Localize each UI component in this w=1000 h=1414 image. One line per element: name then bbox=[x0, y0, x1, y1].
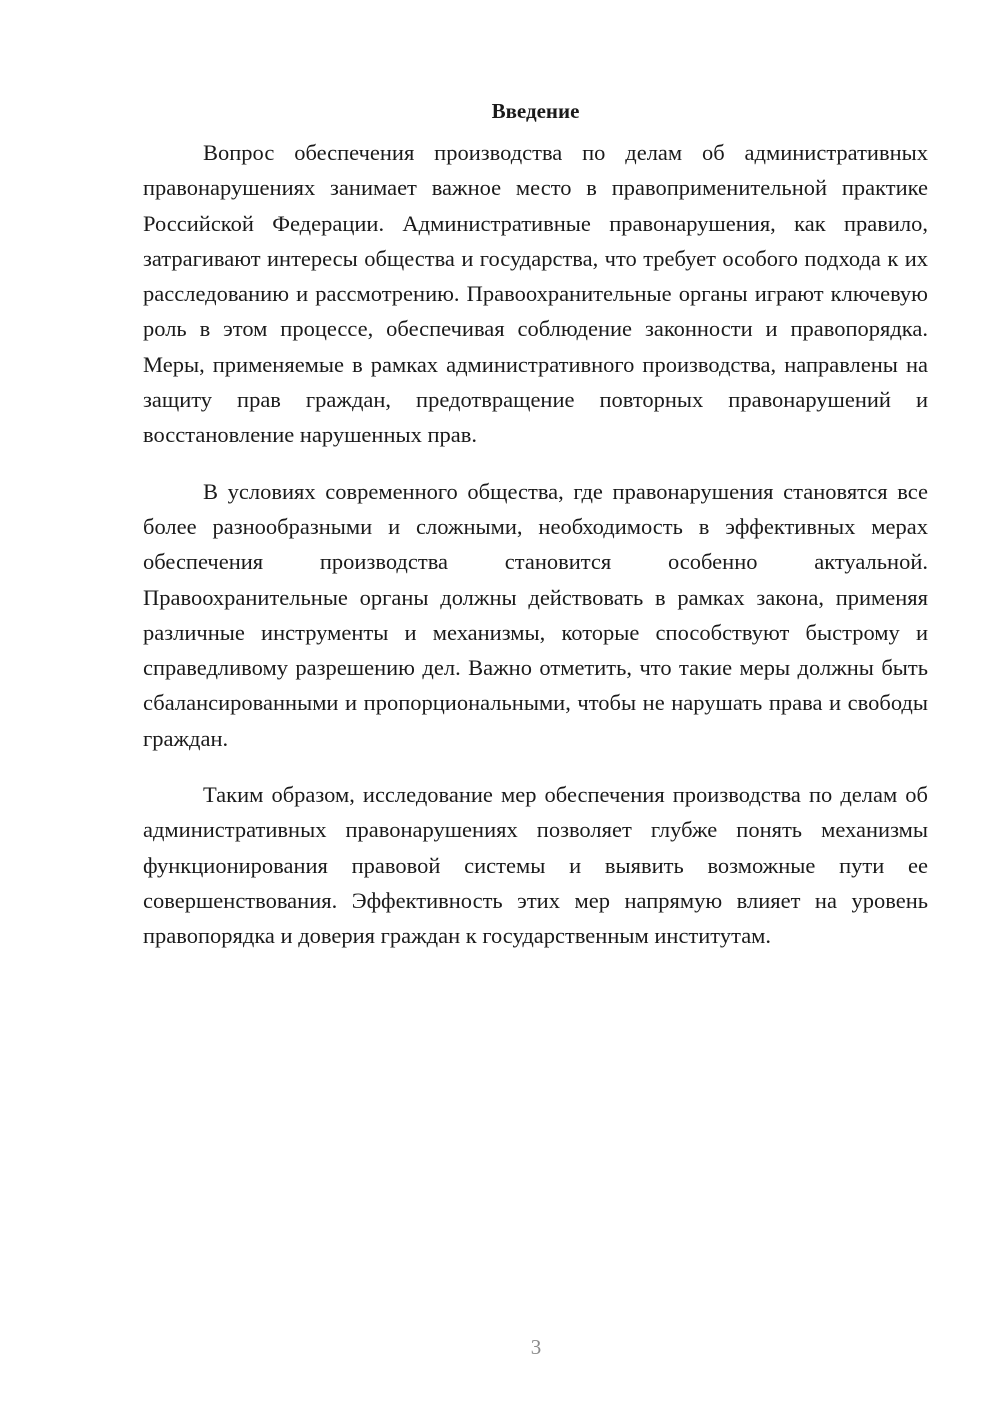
document-body bbox=[143, 96, 928, 975]
paragraph-3: Таким образом, исследование мер обеспечения производства по делам об административных правонарушениях позволяет глубже понять механизмы функционирования правовой системы и выявить возможные пути ее совершенствования. Эффективность этих мер напрямую влияет на уровень правопорядка и доверия граждан к государственным институтам. bbox=[143, 782, 928, 949]
paragraph-1: Вопрос обеспечения производства по делам об административных правонарушениях занимает важное место в правоприменительной практике Российской Федерации. Административные правонарушения, как правило, затрагивают интересы общества и государства, что требует особого подхода к их расследованию и рассмотрению. Правоохранительные органы играют ключевую роль в этом процессе, обеспечивая соблюдение законности и правопорядка. Меры, применяемые в рамках административного производства, направлены на защиту прав граждан, предотвращение повторных правонарушений и восстановление нарушенных прав. bbox=[143, 140, 928, 448]
paragraph-2: В условиях современного общества, где правонарушения становятся все более разнообразными и сложными, необходимость в эффективных мерах обеспечения производства становится особенно актуальной. Правоохранительные органы должны действовать в рамках закона, применяя различные инструменты и механизмы, которые способствуют быстрому и справедливому разрешению дел. Важно отметить, что такие меры должны быть сбалансированными и пропорциональными, чтобы не нарушать права и свободы граждан. bbox=[143, 478, 928, 751]
page-number: 3 bbox=[530, 1335, 542, 1359]
section-heading: Введение bbox=[491, 99, 580, 123]
